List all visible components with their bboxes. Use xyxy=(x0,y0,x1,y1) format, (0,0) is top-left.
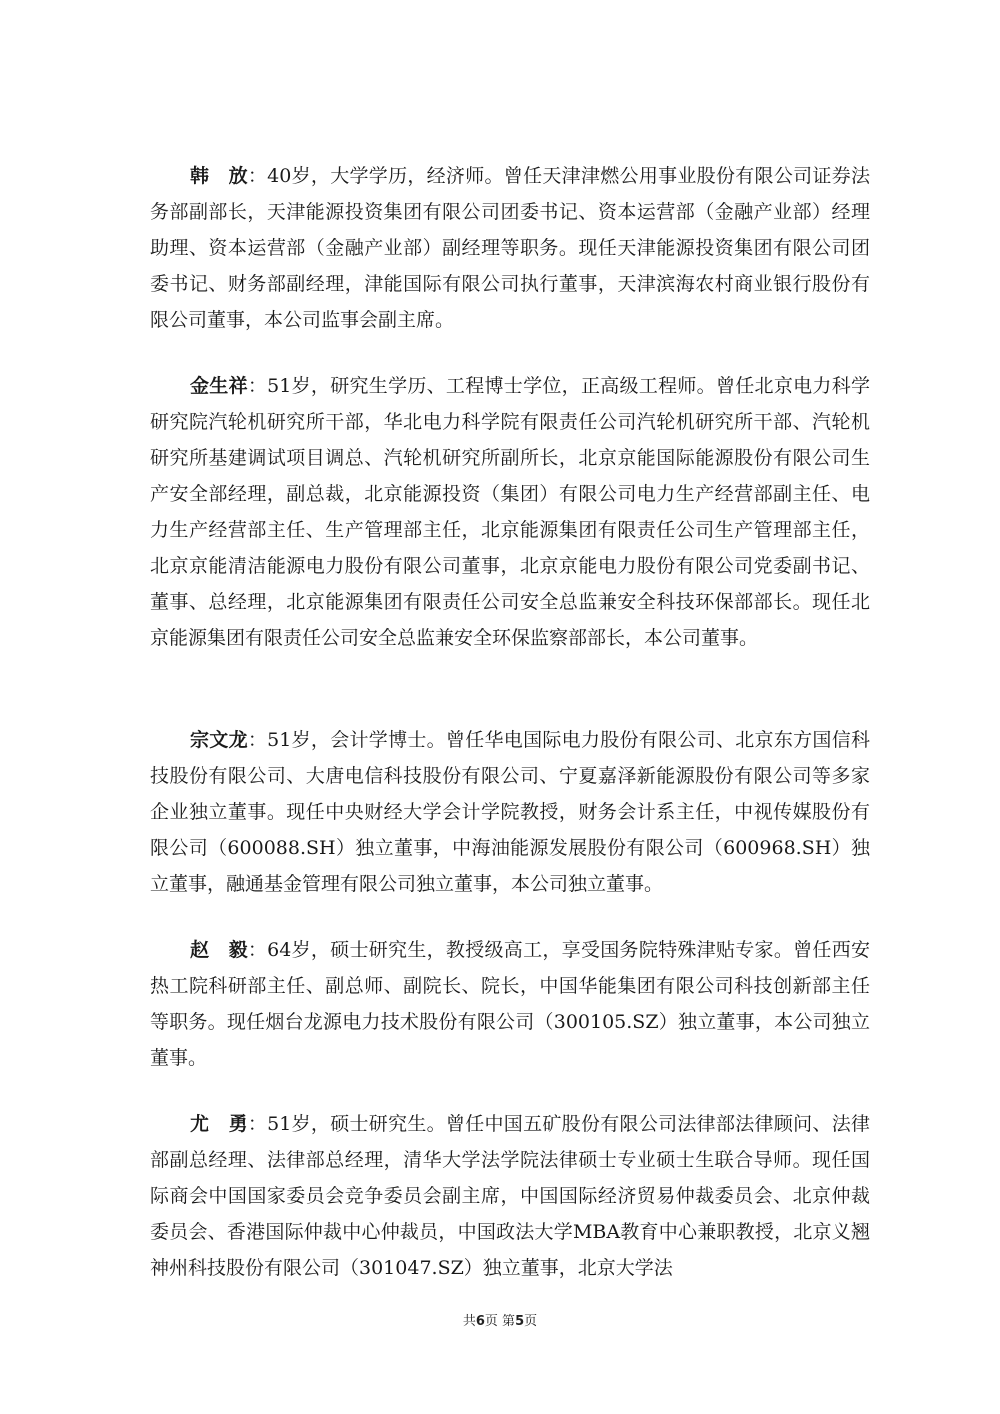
bio-name: 韩 放 xyxy=(190,165,248,187)
footer-middle: 页 第 xyxy=(484,1314,516,1329)
footer-current-page: 5 xyxy=(515,1314,525,1329)
footer-prefix: 共 xyxy=(462,1314,476,1329)
bio-paragraph-zhao-yi xyxy=(150,932,870,1076)
bio-name: 金生祥 xyxy=(190,375,248,397)
bio-name: 赵 毅 xyxy=(190,939,248,961)
footer-total-pages: 6 xyxy=(475,1314,485,1329)
page-footer xyxy=(0,1310,1000,1329)
bio-text: ：51岁，研究生学历、工程博士学位，正高级工程师。曾任北京电力科学研究院汽轮机研究所干部，华北电力科学院有限责任公司汽轮机研究所干部、汽轮机研究所基建调试项目调总、汽轮机研究所副所长，北京京能国际能源股份有限公司生产安全部经理，副总裁，北京能源投资（集团）有限公司电力生产经营部副主任、电力生产经营部主任、生产管理部主任，北京能源集团有限责任公司生产管理部主任，北京京能清洁能源电力股份有限公司董事，北京京能电力股份有限公司党委副书记、董事、总经理，北京能源集团有限责任公司安全总监兼安全科技环保部部长。现任北京能源集团有限责任公司安全总监兼安全环保监察部部长，本公司董事。 xyxy=(150,375,870,649)
bio-paragraph-jin-shengxiang xyxy=(150,368,870,656)
footer-suffix: 页 xyxy=(524,1314,538,1329)
bio-text: ：64岁，硕士研究生，教授级高工，享受国务院特殊津贴专家。曾任西安热工院科研部主任、副总师、副院长、院长，中国华能集团有限公司科技创新部主任等职务。现任烟台龙源电力技术股份有限公司（300105.SZ）独立董事，本公司独立董事。 xyxy=(150,939,870,1069)
bio-paragraph-you-yong xyxy=(150,1106,870,1286)
bio-text: ：40岁，大学学历，经济师。曾任天津津燃公用事业股份有限公司证券法务部副部长，天津能源投资集团有限公司团委书记、资本运营部（金融产业部）经理助理、资本运营部（金融产业部）副经理等职务。现任天津能源投资集团有限公司团委书记、财务部副经理，津能国际有限公司执行董事，天津滨海农村商业银行股份有限公司董事，本公司监事会副主席。 xyxy=(150,165,870,331)
bio-name: 宗文龙 xyxy=(190,729,248,751)
bio-paragraph-han-fang xyxy=(150,158,870,338)
bio-name: 尤 勇 xyxy=(190,1113,248,1135)
bio-text: ：51岁，硕士研究生。曾任中国五矿股份有限公司法律部法律顾问、法律部副总经理、法律部总经理，清华大学法学院法律硕士专业硕士生联合导师。现任国际商会中国国家委员会竞争委员会副主席，中国国际经济贸易仲裁委员会、北京仲裁委员会、香港国际仲裁中心仲裁员，中国政法大学MBA教育中心兼职教授，北京义翘神州科技股份有限公司（301047.SZ）独立董事，北京大学法 xyxy=(150,1113,870,1279)
bio-text: ：51岁，会计学博士。曾任华电国际电力股份有限公司、北京东方国信科技股份有限公司、大唐电信科技股份有限公司、宁夏嘉泽新能源股份有限公司等多家企业独立董事。现任中央财经大学会计学院教授，财务会计系主任，中视传媒股份有限公司（600088.SH）独立董事，中海油能源发展股份有限公司（600968.SH）独立董事，融通基金管理有限公司独立董事，本公司独立董事。 xyxy=(150,729,870,895)
bio-paragraph-zong-wenlong xyxy=(150,722,870,902)
